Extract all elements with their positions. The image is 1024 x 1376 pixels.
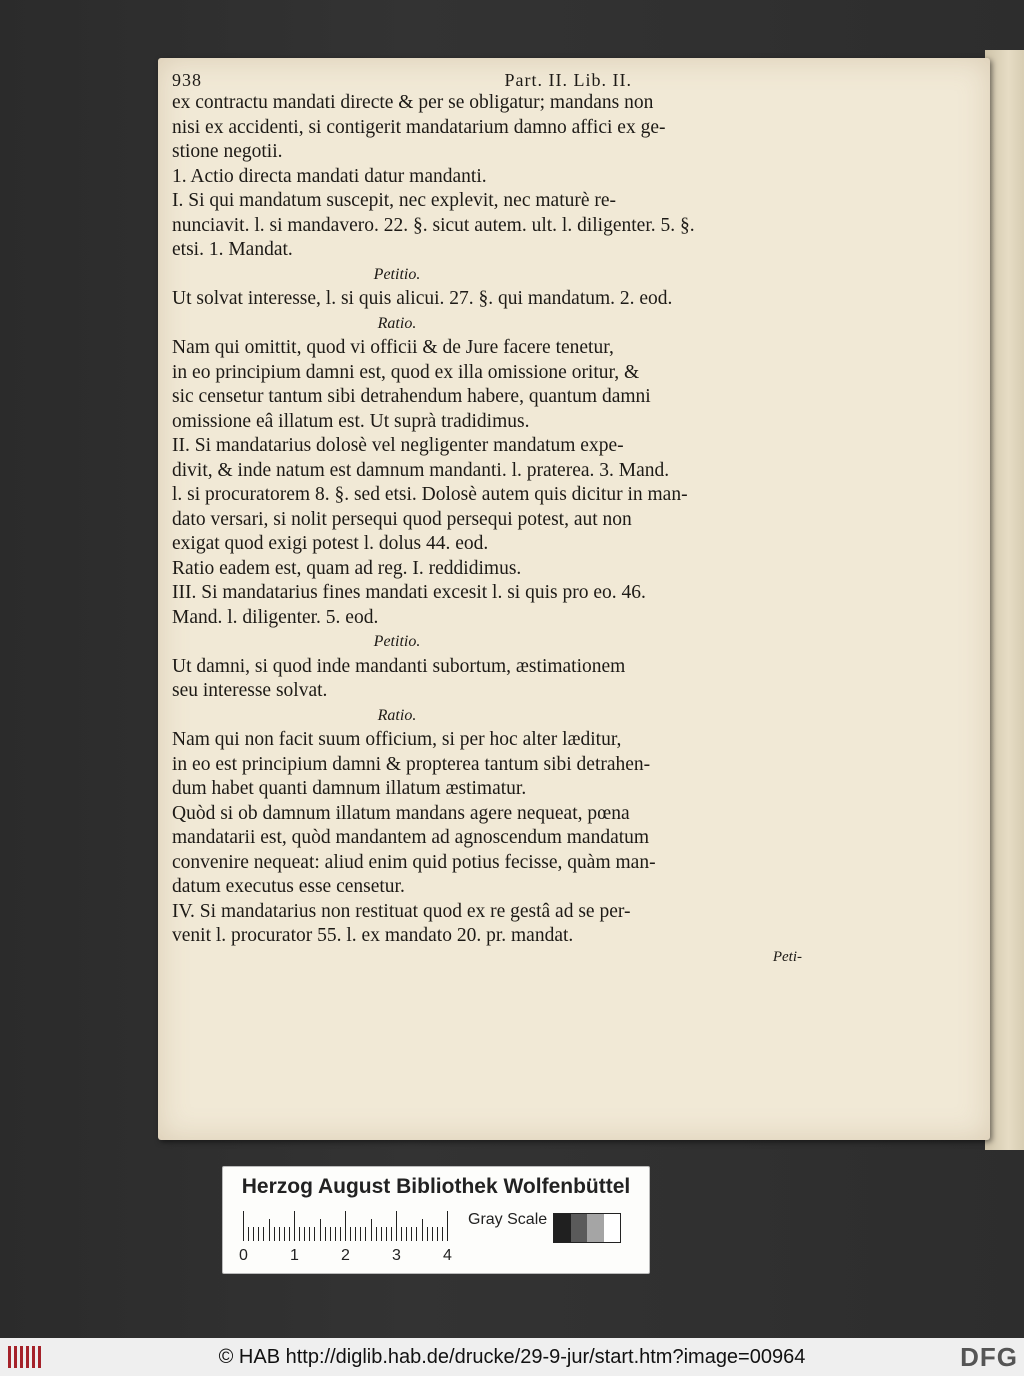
ruler-tick [279,1227,280,1241]
gray-swatch [604,1214,621,1242]
text-line: III. Si mandatarius fines mandati excesit l. si quis pro eo. 46. [172,582,646,603]
text-line: dato versari, si nolit persequi quod persequi potest, aut non [172,508,632,530]
ruler-tick [309,1227,310,1241]
text-line: Mand. l. diligenter. 5. eod. [172,606,379,628]
ruler-tick [289,1227,290,1241]
ruler-tick [432,1227,433,1241]
ruler-tick [320,1219,321,1241]
text-line: in eo est principium damni & propterea tantum sibi detrahen- [172,753,651,775]
ruler-number: 2 [341,1247,350,1264]
ruler-tick [447,1211,448,1241]
section-heading: Petitio. [373,265,421,283]
ruler-tick [274,1227,275,1241]
text-line: mandatarii est, quòd mandantem ad agnoscendum mandatum [172,827,650,848]
ruler-tick [304,1227,305,1241]
ruler-tick [371,1219,372,1241]
gray-scale-swatches [553,1213,621,1243]
ruler-tick [365,1227,366,1241]
ruler-tick [258,1227,259,1241]
ruler-tick [376,1227,377,1241]
gray-scale-label: Gray Scale [468,1211,548,1228]
section-heading: Ratio. [377,706,417,724]
text-line: sic censetur tantum sibi detrahendum habere, quantum damni [172,386,651,407]
running-title: Part. II. Lib. II. [504,70,632,90]
ruler-tick [325,1227,326,1241]
ruler-tick [299,1227,300,1241]
dfg-logo: DFG [960,1342,1018,1372]
ruler-tick [335,1227,336,1241]
ruler-tick [416,1227,417,1241]
text-lines [172,91,695,949]
text-line: nunciavit. l. si mandavero. 22. §. sicut autem. ult. l. diligenter. 5. §. [172,214,695,236]
text-line: dum habet quanti damnum illatum æstimatur. [172,778,527,799]
page-header [172,70,632,91]
footer-copyright: © HAB http://diglib.hab.de/drucke/29-9-jur/start.htm?image=00964 [218,1346,806,1368]
text-line: seu interesse solvat. [172,680,328,701]
ruler-tick [284,1227,285,1241]
ruler-tick [437,1227,438,1241]
text-line: Ratio eadem est, quam ad reg. I. reddidimus. [172,557,522,579]
text-line: Nam qui omittit, quod vi officii & de Jure facere tenetur, [172,337,614,358]
text-line: l. si procuratorem 8. §. sed etsi. Dolosè autem quis dicitur in man- [172,484,688,505]
footer-bar [0,1338,1024,1376]
ruler-tick [350,1227,351,1241]
card-title: Herzog August Bibliothek Wolfenbüttel [241,1175,631,1198]
text-line: nisi ex accidenti, si contigerit mandatarium damno affici ex ge- [172,116,666,138]
text-line: Nam qui non facit suum officium, si per hoc alter læditur, [172,729,622,750]
text-line: in eo principium damni est, quod ex illa omissione oritur, & [172,361,640,383]
ruler-tick [381,1227,382,1241]
text-line: exigat quod exigi potest l. dolus 44. eod. [172,533,489,554]
ruler-tick [427,1227,428,1241]
section-heading: Petitio. [373,633,421,650]
ruler-number: 0 [239,1247,248,1264]
page-text [172,70,802,966]
ruler-tick [442,1227,443,1241]
ruler-tick [330,1227,331,1241]
text-line: stione negotii. [172,141,283,162]
ruler [243,1211,463,1241]
ruler-tick [253,1227,254,1241]
ruler-tick [314,1227,315,1241]
ruler-tick [345,1211,346,1241]
ruler-tick [263,1227,264,1241]
text-line: etsi. 1. Mandat. [172,239,293,260]
text-line: ex contractu mandati directe & per se obligatur; mandans non [172,92,654,113]
text-line: convenire nequeat: aliud enim quid potius fecisse, quàm man- [172,851,656,873]
ruler-tick [401,1227,402,1241]
ruler-tick [294,1211,295,1241]
ruler-tick [391,1227,392,1241]
catchword: Peti- [772,948,802,965]
ruler-tick [243,1211,244,1241]
ruler-number: 1 [290,1247,299,1264]
gray-swatch [587,1214,604,1242]
text-line: 1. Actio directa mandati datur mandanti. [172,165,487,187]
text-line: II. Si mandatarius dolosè vel negligenter mandatum expe- [172,435,624,456]
text-line: venit l. procurator 55. l. ex mandato 20. pr. mandat. [172,925,574,946]
ruler-tick [340,1227,341,1241]
ruler-number: 3 [392,1247,401,1264]
ruler-tick [422,1219,423,1241]
ruler-tick [360,1227,361,1241]
ruler-tick [411,1227,412,1241]
text-line: Quòd si ob damnum illatum mandans agere nequeat, pœna [172,802,630,824]
section-heading: Ratio. [377,314,417,332]
page-number: 938 [172,70,202,90]
gray-swatch [554,1214,571,1242]
calibration-card [222,1166,650,1274]
ruler-tick [406,1227,407,1241]
ruler-tick [248,1227,249,1241]
text-line: Ut solvat interesse, l. si quis alicui. 27. §. qui mandatum. 2. eod. [172,288,673,309]
ruler-tick [269,1219,270,1241]
ruler-tick [355,1227,356,1241]
ruler-tick [396,1211,397,1241]
text-line: divit, & inde natum est damnum mandanti. l. praterea. 3. Mand. [172,459,670,481]
text-line: datum executus esse censetur. [172,876,405,897]
text-line: omissione eâ illatum est. Ut suprà tradidimus. [172,410,530,432]
facing-page-edge [985,50,1024,1150]
gray-swatch [571,1214,588,1242]
ruler-tick [386,1227,387,1241]
ruler-number: 4 [443,1247,452,1264]
text-line: I. Si qui mandatum suscepit, nec explevit, nec maturè re- [172,190,617,211]
text-line: Ut damni, si quod inde mandanti subortum, æstimationem [172,655,626,677]
text-line: IV. Si mandatarius non restituat quod ex re gestâ ad se per- [172,900,631,922]
